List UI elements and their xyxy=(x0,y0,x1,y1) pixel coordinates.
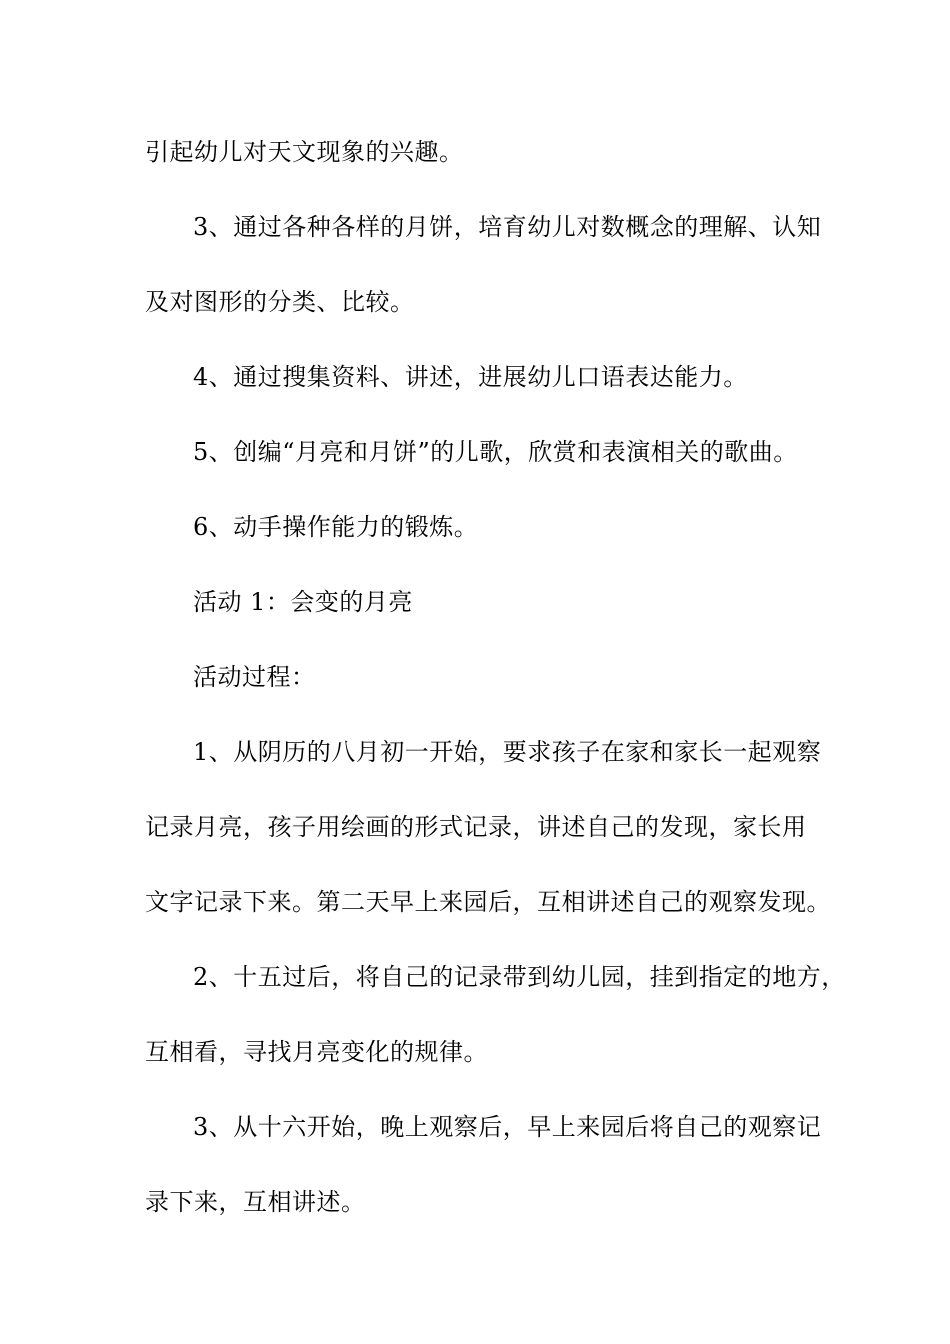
text-line: 6、动手操作能力的锻炼。 xyxy=(193,513,479,541)
text-line: 1、从阴历的八月初一开始，要求孩子在家和家长一起观察 xyxy=(193,738,822,766)
text-line: 2、十五过后，将自己的记录带到幼儿园，挂到指定的地方， xyxy=(193,963,846,991)
text-line: 引起幼儿对天文现象的兴趣。 xyxy=(145,138,464,166)
text-line: 文字记录下来。第二天早上来园后，互相讲述自己的观察发现。 xyxy=(145,888,831,916)
text-line: 及对图形的分类、比较。 xyxy=(145,288,415,316)
text-line: 3、通过各种各样的月饼，培育幼儿对数概念的理解、认知 xyxy=(193,213,822,241)
text-line: 记录月亮，孩子用绘画的形式记录，讲述自己的发现，家长用 xyxy=(145,813,807,841)
text-line: 4、通过搜集资料、讲述，进展幼儿口语表达能力。 xyxy=(193,363,748,391)
text-line: 互相看，寻找月亮变化的规律。 xyxy=(145,1038,488,1066)
text-line: 录下来，互相讲述。 xyxy=(145,1188,366,1216)
subsection-heading: 活动过程： xyxy=(193,663,316,691)
section-heading: 活动 1：会变的月亮 xyxy=(193,588,413,616)
text-line: 5、创编“月亮和月饼”的儿歌，欣赏和表演相关的歌曲。 xyxy=(193,438,798,466)
text-line: 3、从十六开始，晚上观察后，早上来园后将自己的观察记 xyxy=(193,1113,822,1141)
